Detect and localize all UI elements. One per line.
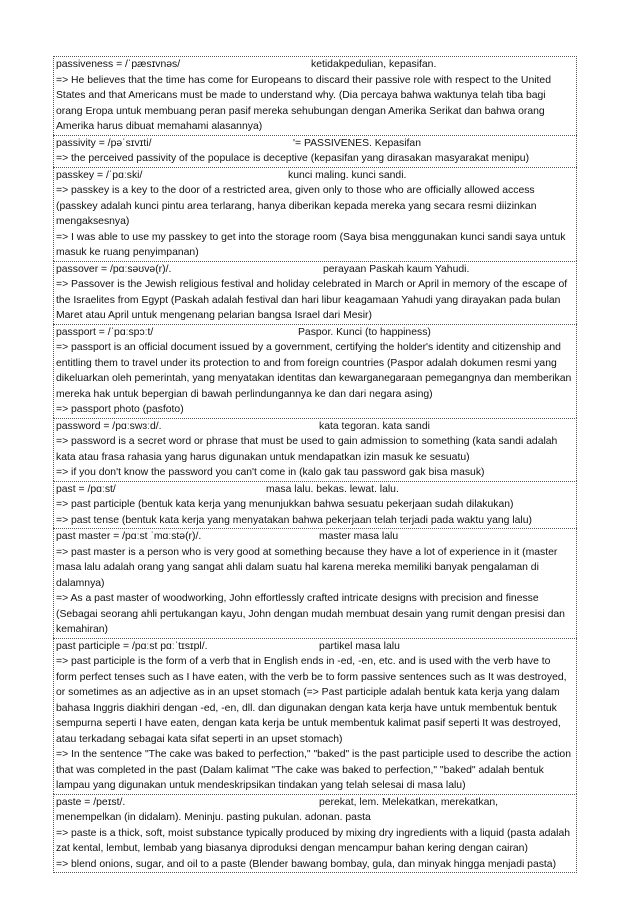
entry-header bbox=[56, 262, 574, 278]
example: => the perceived passivity of the populace is deceptive (kepasifan yang dirasakan masyarakat menipu) bbox=[56, 153, 530, 164]
example: => past participle is the form of a verb that in English ends in -ed, -en, etc. and is used with the verb have to form perfect tenses such as I have eaten, with the verb be to form passive sentences such as It was destroyed, or sometimes as an adjective as in an upset stomach (=> Past participle adalah bentuk kata kerja yang dalam bahasa Inggris diakhiri dengan -ed, -en, dll. dan digunakan dengan kata kerja have untuk membentuk bentuk sempurna seperti I have eaten, dengan kata kerja be untuk membentuk kalimat pasif seperti It was destroyed, atau terkadang sebagai kata sifat seperti in an upset stomach) bbox=[56, 656, 567, 745]
headword: paste = /peɪst/. bbox=[56, 796, 126, 808]
meaning: master masa lalu bbox=[319, 531, 399, 542]
entry-passiveness bbox=[53, 56, 577, 135]
example: => blend onions, sugar, and oil to a paste (Blender bawang bombay, gula, dan minyak hingga menjadi pasta) bbox=[56, 858, 557, 870]
entry-paste bbox=[53, 794, 577, 874]
headword: past master = /pɑːst ˈmɑːstə(r)/. bbox=[56, 531, 202, 542]
entry-passover bbox=[53, 261, 577, 324]
entry-past bbox=[53, 481, 577, 529]
entry-passivity bbox=[53, 135, 577, 167]
meaning: masa lalu. bekas. lewat. lalu. bbox=[266, 483, 399, 495]
dictionary-sheet bbox=[53, 56, 577, 873]
entry-header bbox=[56, 639, 574, 655]
entry-passport bbox=[53, 324, 577, 418]
entry-password bbox=[53, 418, 577, 481]
headword: passiveness = /ˈpæsɪvnəs/ bbox=[56, 59, 181, 70]
example: => past participle (bentuk kata kerja yang menunjukkan bahwa sesuatu pekerjaan sudah dilakukan) bbox=[56, 499, 514, 510]
example: => Passover is the Jewish religious festival and holiday celebrated in March or April in memory of the escape of the Israelites from Egypt (Paskah adalah festival dan hari libur keagamaan Yahudi yang dirayakan pada bulan Maret atau April untuk mengenang pelarian bangsa Israel dari Mesir) bbox=[56, 279, 568, 321]
headword: past = /pɑːst/ bbox=[56, 483, 116, 495]
example: => past tense (bentuk kata kerja yang menyatakan bahwa pekerjaan telah terjadi pada waktu yang lalu) bbox=[56, 514, 532, 526]
entry-header bbox=[56, 136, 574, 152]
headword: passover = /pɑːsəʊvə(r)/. bbox=[56, 263, 172, 275]
entry-header bbox=[56, 795, 574, 811]
headword: past participle = /pɑːst pɑːˈtɪsɪpl/. bbox=[56, 640, 208, 652]
headword: passkey = /ˈpɑːski/ bbox=[56, 169, 143, 181]
example: => passport is an official document issued by a government, certifying the holder's identity and citizenship and entitling them to travel under its protection to and from foreign countries (Paspor adalah dokumen resmi yang dikeluarkan oleh pemerintah, yang menyatakan identitas dan kewarganegaraan pemegangnya dan memberikan mereka hak untuk bepergian di bawah perlindungannya ke dan dari negara asing) bbox=[56, 342, 572, 400]
meaning: kunci maling. kunci sandi. bbox=[288, 169, 407, 181]
example: => He believes that the time has come for Europeans to discard their passive role with respect to the United States and that Americans must be made to understand why. (Dia percaya bahwa waktunya telah tiba bagi orang Eropa untuk membuang peran pasif mereka sehubungan dengan Amerika Serikat dan bahwa orang Amerika harus dibuat memahami alasannya) bbox=[56, 74, 551, 132]
entry-passkey bbox=[53, 167, 577, 261]
meaning: ketidakpedulian, kepasifan. bbox=[311, 59, 437, 70]
example: => past master is a person who is very good at something because they have a lot of experience in it (master masa lalu adalah orang yang sangat ahli dalam suatu hal karena mereka memiliki banyak pengalaman di dalamnya) bbox=[56, 546, 558, 589]
example: => passkey is a key to the door of a restricted area, given only to those who are officially allowed access (passkey adalah kunci pintu area terlarang, hanya diberikan kepada mereka yang secara resmi diizinkan mengaksesnya) bbox=[56, 185, 537, 227]
example: => I was able to use my passkey to get into the storage room (Saya bisa menggunakan kunci sandi saya untuk masuk ke ruang penyimpanan) bbox=[56, 231, 566, 258]
example: => if you don't know the password you can't come in (kalo gak tau password gak bisa masuk) bbox=[56, 467, 485, 478]
entry-header bbox=[56, 325, 574, 341]
headword: password = /pɑːswɜːd/. bbox=[56, 420, 162, 432]
entry-past-master bbox=[53, 528, 577, 638]
meaning: kata tegoran. kata sandi bbox=[319, 420, 430, 432]
meaning: partikel masa lalu bbox=[319, 640, 400, 652]
meaning: '= PASSIVENES. Kepasifan bbox=[293, 137, 421, 149]
entry-header bbox=[56, 529, 574, 545]
entry-header bbox=[56, 482, 574, 498]
entry-header bbox=[56, 57, 574, 73]
meaning: Paspor. Kunci (to happiness) bbox=[298, 326, 431, 338]
entry-header bbox=[56, 168, 574, 184]
meaning-continued: menempelkan (in didalam). Meninju. pasting pukulan. adonan. pasta bbox=[56, 812, 371, 823]
example: => password is a secret word or phrase that must be used to gain admission to something (kata sandi adalah kata atau frasa rahasia yang harus digunakan untuk mendapatkan izin masuk ke sesuatu) bbox=[56, 436, 558, 463]
entry-past-participle bbox=[53, 638, 577, 794]
meaning: perayaan Paskah kaum Yahudi. bbox=[323, 263, 470, 275]
example: => paste is a thick, soft, moist substance typically produced by mixing dry ingredients with a liquid (pasta adalah zat kental, lembut, lembab yang biasanya diproduksi dengan mencampur bahan kering dengan cairan) bbox=[56, 827, 571, 854]
headword: passivity = /pəˈsɪvɪti/ bbox=[56, 137, 152, 149]
example: => As a past master of woodworking, John effortlessly crafted intricate designs with precision and finesse (Sebagai seorang ahli pertukangan kayu, John dengan mudah membuat desain yang rumit dengan presisi dan kemahiran) bbox=[56, 593, 565, 635]
headword: passport = /ˈpɑːspɔːt/ bbox=[56, 326, 154, 338]
entry-header bbox=[56, 419, 574, 435]
example: => passport photo (pasfoto) bbox=[56, 404, 184, 415]
example: => In the sentence "The cake was baked to perfection," "baked" is the past participle used to describe the action that was completed in the past (Dalam kalimat "The cake was baked to perfection," "baked" adalah bentuk lampau yang digunakan untuk mendeskripsikan tindakan yang telah selesai di masa lalu) bbox=[56, 749, 571, 791]
meaning: perekat, lem. Melekatkan, merekatkan, bbox=[319, 796, 499, 808]
